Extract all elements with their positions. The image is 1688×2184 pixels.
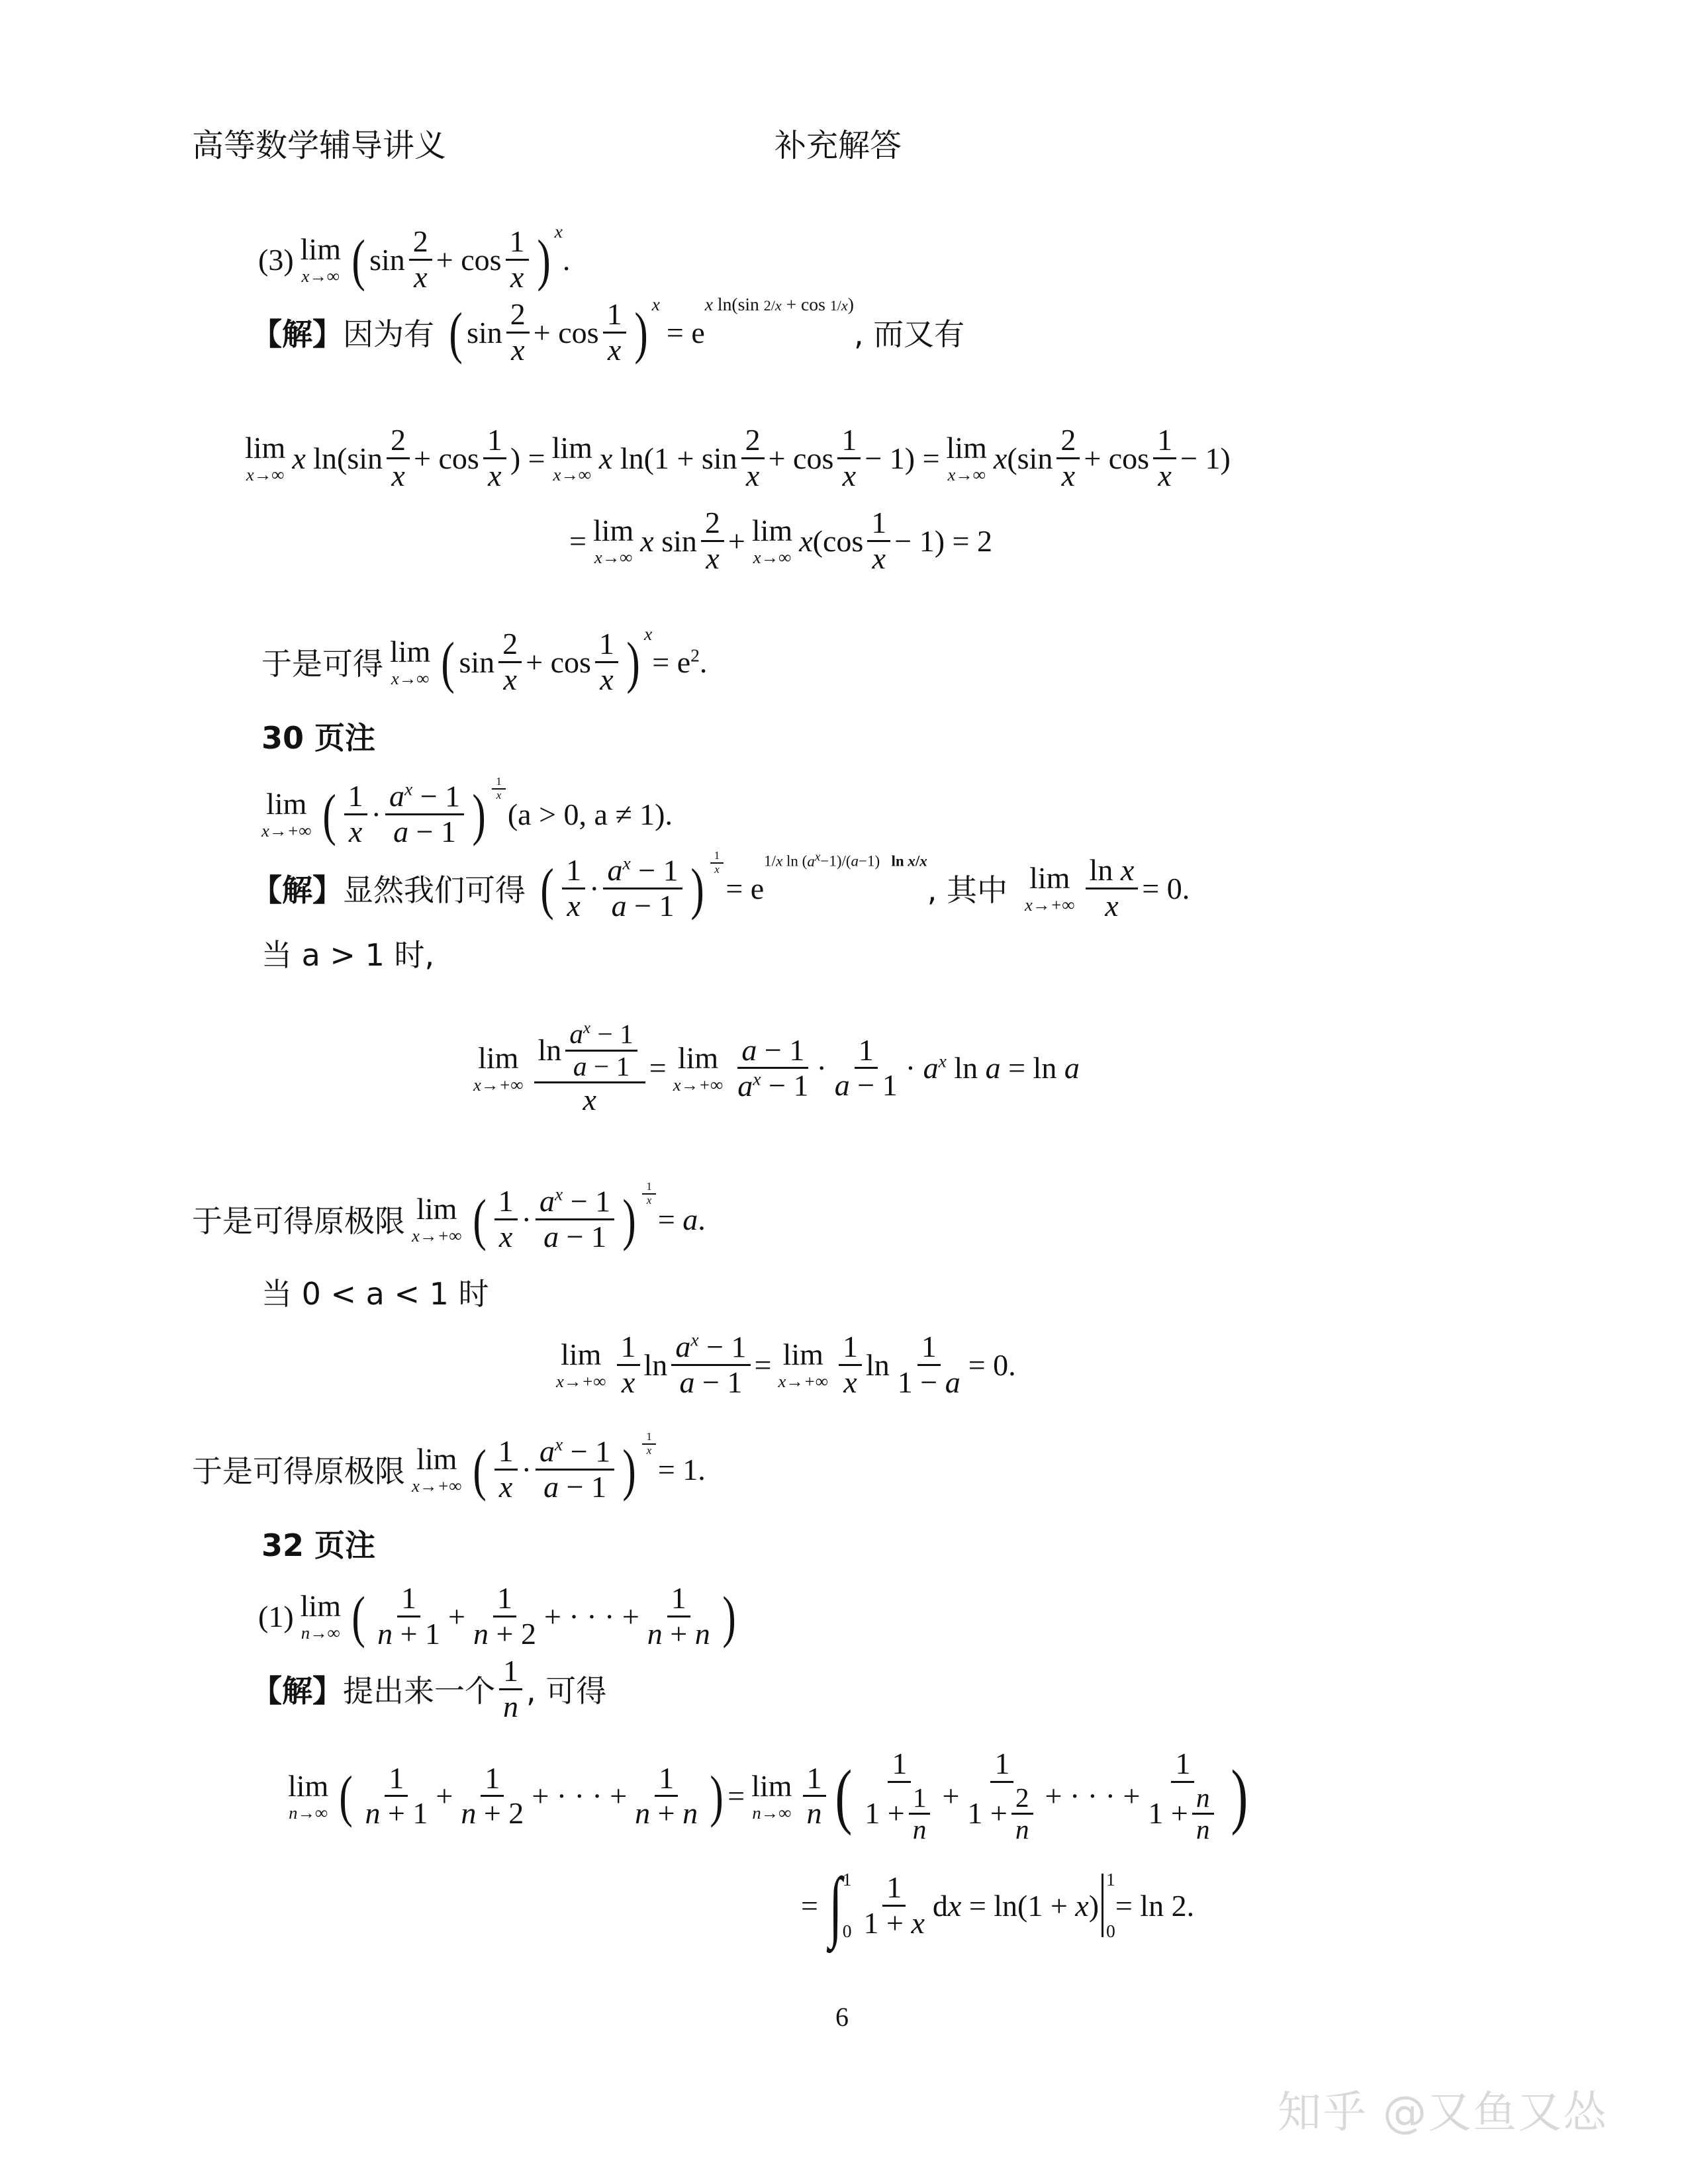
header-left: 高等数学辅导讲义: [192, 127, 447, 164]
and-also-text: , 而又有: [853, 316, 965, 353]
case-a-between: 当 0 < a < 1 时: [261, 1276, 489, 1312]
heading-32-note: 32 页注: [261, 1527, 376, 1563]
solution-bracket-32: 【解】: [252, 1673, 343, 1709]
obviously-text: 显然我们可得: [343, 872, 526, 909]
result-case-2: 于是可得原极限 lim x→+∞ ( $\frac{1}{x}$ · $\frac{a^x - 1}{a - 1}$ ) $\frac{1}{x}$ = 1.: [192, 1430, 706, 1504]
condition-text: (a > 0, a ≠ 1).: [507, 797, 673, 831]
problem-30: lim x→+∞ ( $\frac{1}{x}$ · $\frac{a^x - 1}{a - 1}$ ) $\frac{1}{x}$ (a > 0, a ≠ 1).: [261, 775, 673, 848]
watermark: 知乎 @又鱼又怂: [1278, 2087, 1608, 2138]
problem-32-1: (1) lim n→∞ ( $\frac{1}{n + 1}$ + $\frac{1}{n + 2}$ + · · · + $\frac{1}{n + n}$ ): [258, 1581, 736, 1651]
then-text: , 可得: [526, 1673, 607, 1709]
solution-line-1: 【解】 因为有 ( sin $\frac{2}{x}$ + cos $\frac{1}{x}$ ) x = e x ln(sin 2/x + cos 1/x) , 而又有: [252, 294, 965, 367]
conclusion-line: 于是可得 lim x→∞ ( sin $\frac{2}{x}$ + cos $\frac{1}{x}$ ) x = $e^2$.: [261, 623, 708, 696]
conclude-text: 于是可得: [261, 646, 383, 682]
problem-32-label: (1): [258, 1599, 294, 1633]
result-case-1: 于是可得原极限 lim x→+∞ ( $\frac{1}{x}$ · $\frac{a^x - 1}{a - 1}$ ) $\frac{1}{x}$ = a.: [192, 1180, 706, 1253]
extract-text: 提出来一个: [343, 1673, 495, 1709]
problem-label: (3): [258, 242, 294, 277]
because-text: 因为有: [343, 316, 434, 353]
page-number: 6: [835, 2002, 849, 2032]
case-a-greater-1: 当 a > 1 时,: [261, 937, 435, 973]
result2-text: 于是可得原极限: [192, 1453, 405, 1490]
solution-bracket-30: 【解】: [252, 872, 343, 909]
problem-3: (3) lim x→∞ ( sin $\frac{2}{x}$ + cos $\frac{1}{x}$ ) x .: [258, 221, 571, 294]
heading-30-note: 30 页注: [261, 720, 376, 756]
equation-case-2: lim x→+∞ $\frac{1}{x}$ ln $\frac{a^x - 1}{a - 1}$ = lim x→+∞ $\frac{1}{x}$ ln $\frac{1}{1 - a}$ = 0.: [556, 1330, 1016, 1399]
header-right: 补充解答: [774, 127, 902, 164]
where-text: , 其中: [927, 872, 1008, 909]
solution-30-line: 【解】 显然我们可得 ( $\frac{1}{x}$ · $\frac{a^x - 1}{a - 1}$ ) $\frac{1}{x}$ = e 1/x $\ln (a^x-1)/(a-1)$ ln x/x , 其中 lim x→+∞ $\frac{\text{ln x}}{x}$ = 0.: [252, 849, 1190, 923]
equation-case-1: lim x→+∞ ln $\frac{a^x - 1}{a - 1}$ x = lim x→+∞ $\frac{a - 1}{a^x - 1}$ · $\frac{1}{a - 1}$ · $a^x$ ln a = ln a: [473, 1019, 1080, 1117]
equation-limit-line-2: = lim x→∞ x sin $\frac{2}{x}$ + lim x→∞ x(cos $\frac{1}{x}$ − 1) = 2: [569, 506, 992, 575]
equation-limit-line-1: lim x→∞ x ln(sin $\frac{2}{x}$ + cos $\frac{1}{x}$ ) = lim x→∞ x ln(1 + sin $\frac{2}{x}$ + cos $\frac{1}{x}$ − 1) = lim x→∞ x(sin $\frac{2}{x}$ + cos $\frac{1}{x}$ − 1): [245, 423, 1231, 492]
result1-text: 于是可得原极限: [192, 1203, 405, 1240]
equation-32-line-2: = ∫ 1 0 $\frac{1}{1 + x}$ dx = ln(1 + x) 1 0 = ln 2.: [801, 1861, 1195, 1949]
equation-32-line-1: lim n→∞ ( $\frac{1}{n + 1}$ + $\frac{1}{n + 2}$ + · · · + $\frac{1}{n + n}$ ) = lim n→∞ $\frac{1}{n}$ ( 1 1 + $\frac{1}{n}$ + 1 1 + $\frac{2}{n}$ + · · · + 1 1 + $\frac{n}{n}$ ): [288, 1747, 1248, 1845]
solution-bracket: 【解】: [252, 316, 343, 353]
solution-32-line: 【解】 提出来一个 $\frac{1}{n}$ , 可得: [252, 1654, 607, 1723]
